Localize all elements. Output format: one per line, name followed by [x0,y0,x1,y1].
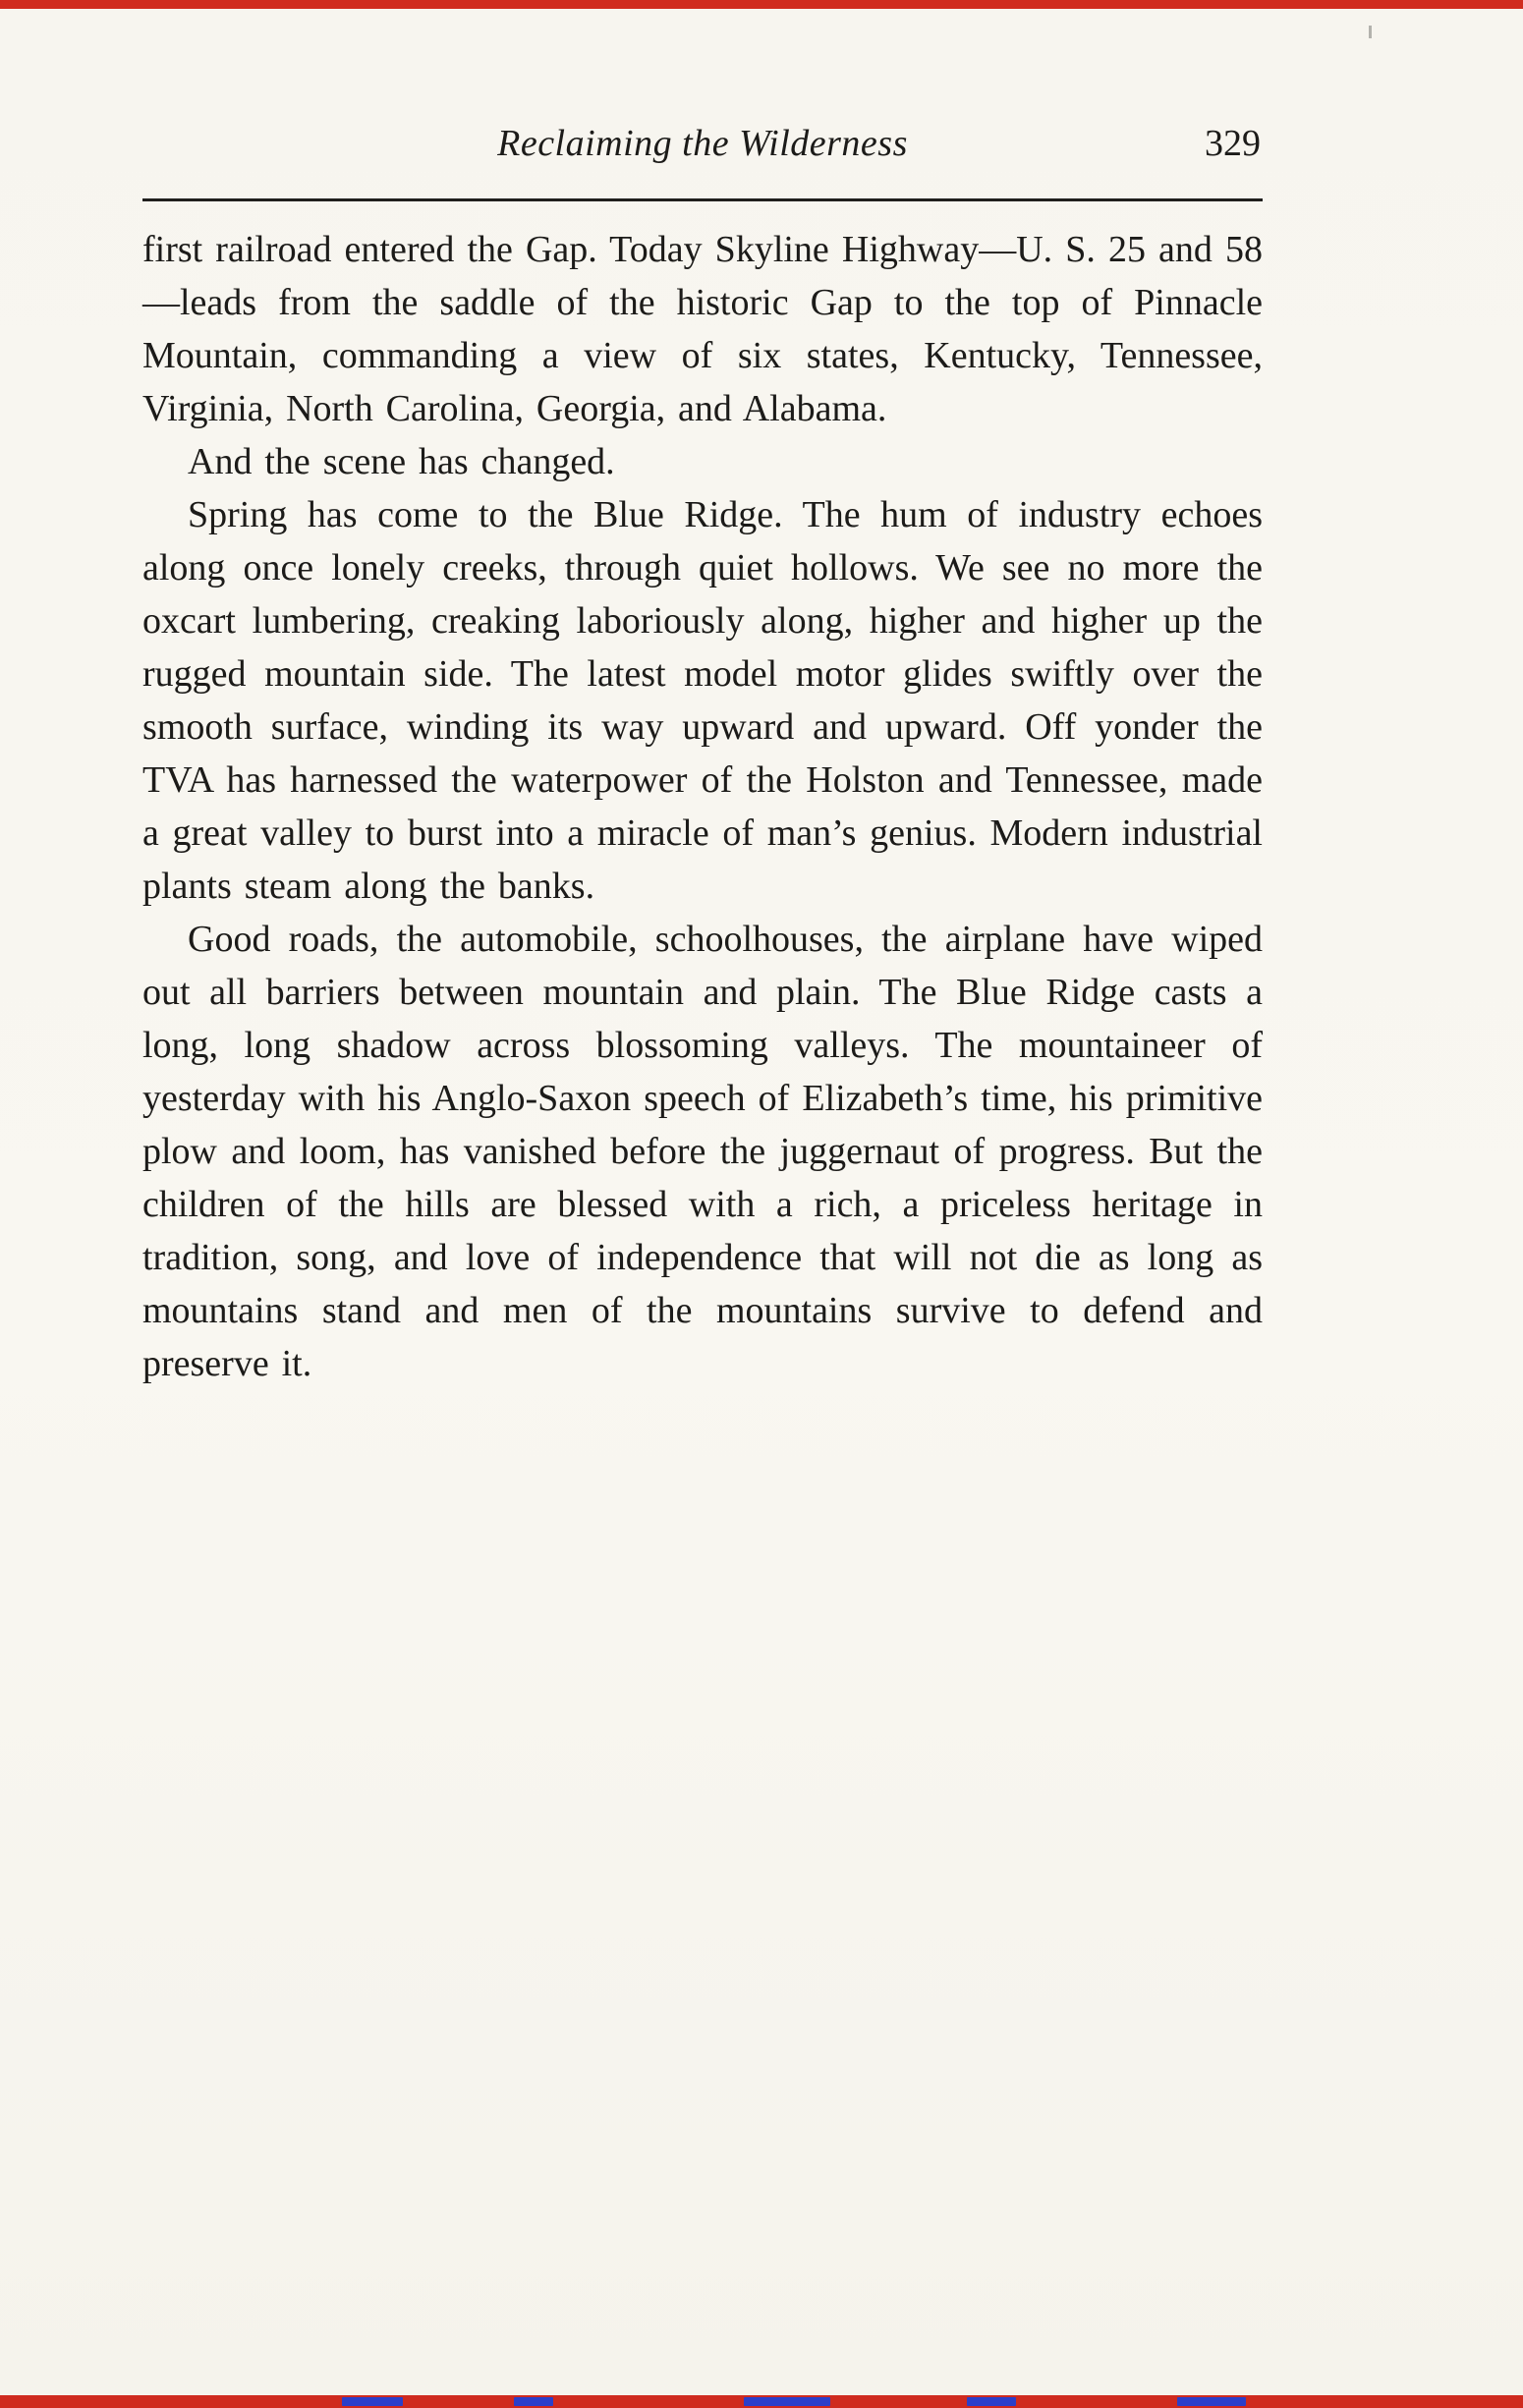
body-text [142,223,1263,1390]
scan-artifact-blue-dash [744,2397,830,2406]
scan-artifact-top-strip [0,0,1523,9]
paragraph: Good roads, the automobile, schoolhouses, the airplane have wiped out all barriers between mountain and plain. The Blue Ridge casts a long, long shadow across blossoming valleys. The mountaineer of yesterday with his Anglo-Saxon speech of Elizabeth’s time, his primitive plow and loom, has vanished before the juggernaut of progress. But the children of the hills are blessed with a rich, a priceless heritage in tradition, song, and love of independence that will not die as long as mountains stand and men of the mountains survive to defend and preserve it. [142,919,1263,1384]
scan-artifact-bottom-strip [0,2395,1523,2408]
paragraph: Spring has come to the Blue Ridge. The hum of industry echoes along once lonely creeks, through quiet hollows. We see no more the oxcart lumbering, creaking laboriously along, higher and higher up the rugged mountain side. The latest model motor glides swiftly over the smooth surface, winding its way upward and upward. Off yonder the TVA has harnessed the waterpower of the Holston and Tennessee, made a great valley to burst into a miracle of man’s genius. Modern industrial plants steam along the banks. [142,494,1263,907]
scan-artifact-blue-dash [967,2397,1016,2406]
paragraph: first railroad entered the Gap. Today Skyline Highway—U. S. 25 and 58—leads from the saddle of the historic Gap to the top of Pinnacle Mountain, commanding a view of six states, Kentucky, Tennessee, Virginia, North Carolina, Georgia, and Alabama. [142,229,1263,429]
page-number: 329 [1205,123,1261,164]
scan-speck [1369,26,1372,38]
chapter-title: Reclaiming the Wilderness [497,123,908,164]
scan-artifact-blue-dash [1177,2397,1246,2406]
scan-artifact-blue-dash [514,2397,553,2406]
scan-artifact-blue-dash [342,2397,403,2406]
paragraph: And the scene has changed. [188,441,615,482]
running-header [142,122,1263,173]
header-rule [142,198,1263,201]
